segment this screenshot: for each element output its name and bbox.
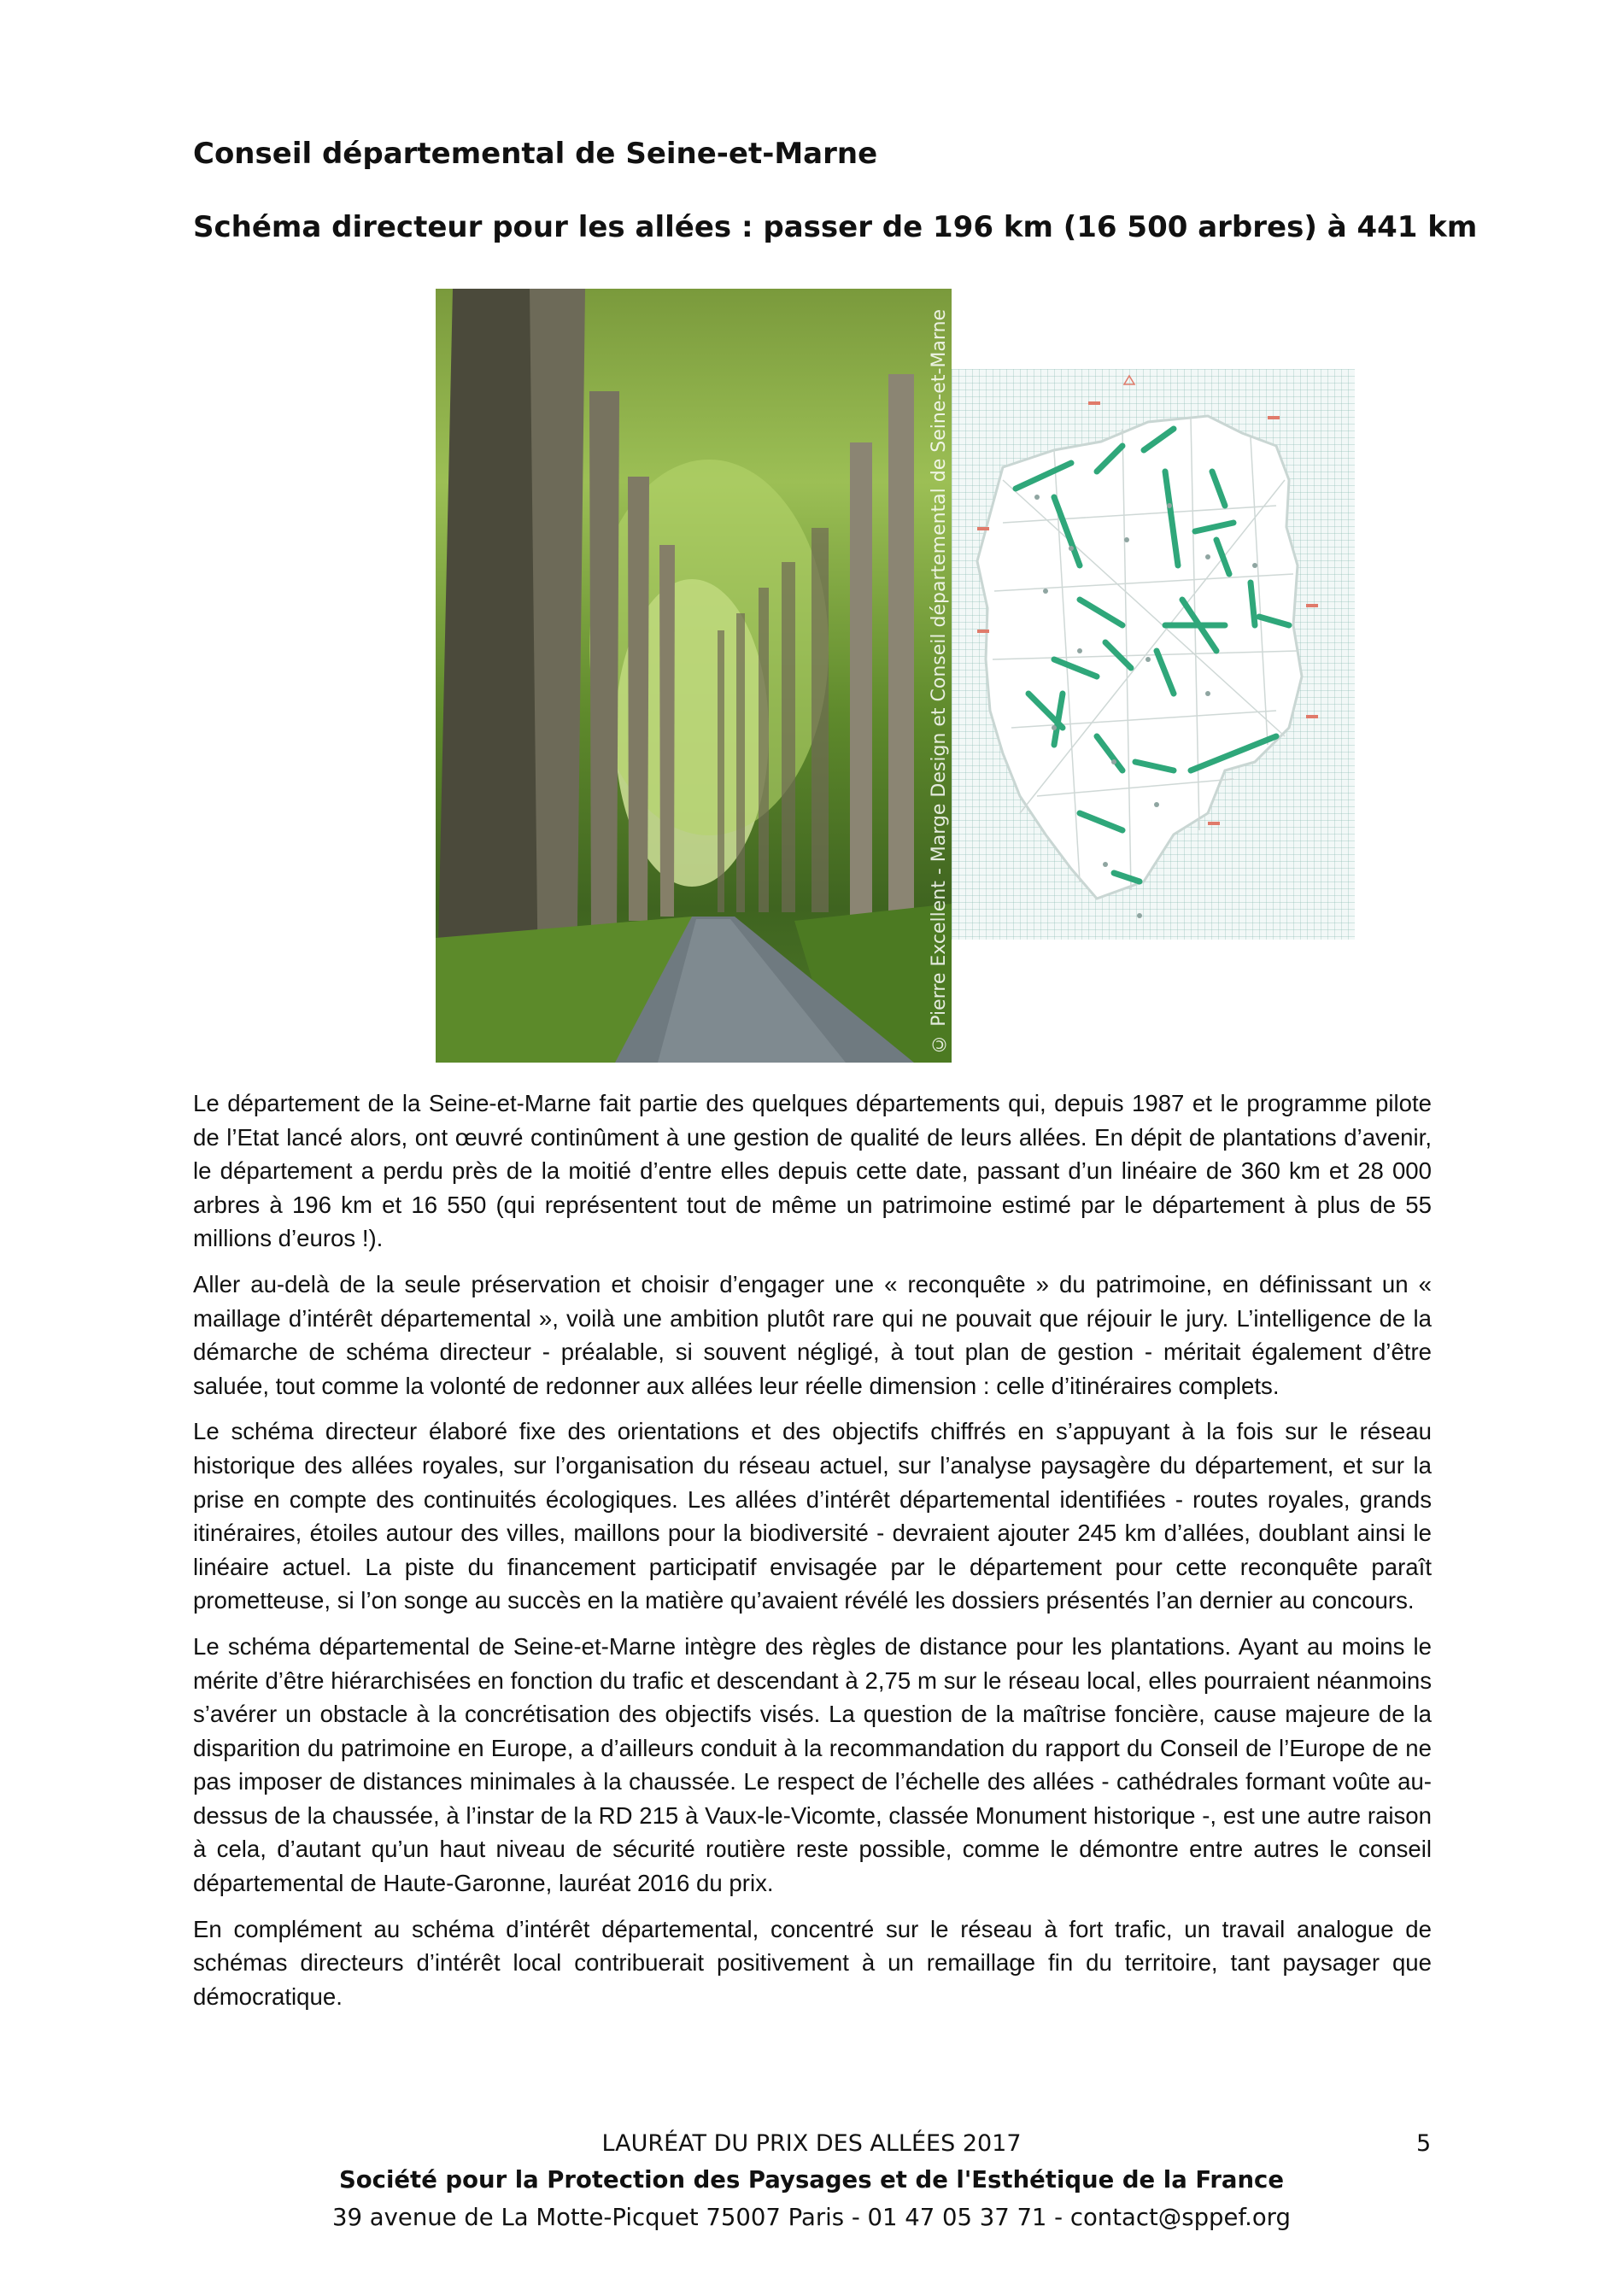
paragraph: En complément au schéma d’intérêt départemental, concentré sur le réseau à fort trafic, un travail analogue de schémas directeurs d’intérêt local contribuerait positivement à un remaillage fin du territoire, tant paysager que démocratique. <box>193 1915 1432 2010</box>
paragraph: Le département de la Seine-et-Marne fait partie des quelques départements qui, depuis 1987 et le programme pilote de l’Etat lancé alors, ont œuvré continûment à une gestion de qualité de leurs allées. En dépit de plantations d’avenir, le département a perdu près de la moitié d’entre elles depuis cette date, passant d’un linéaire de 360 km et 28 000 arbres à 196 km et 16 550 (qui représentent tout de même un patrimoine estimé par le département à plus de 55 millions d’euros !). <box>193 1090 1432 1252</box>
photo-credit: © Pierre Excellent - Marge Design et Conseil départemental de Seine-et-Marne <box>929 309 950 1054</box>
paragraph: Aller au-delà de la seule préservation et choisir d’engager une « reconquête » du patrimoine, en définissant un « maillage d’intérêt départemental », voilà une ambition plutôt rare qui ne pouvait que réjouir le jury. L’intelligence de la démarche de schéma directeur - préalable, si souvent négligé, à tout plan de gestion - méritait également d’être saluée, tout comme la volonté de redonner aux allées leur réelle dimension : celle d’itinéraires complets. <box>193 1270 1432 1399</box>
page-number: 5 <box>1416 2130 1432 2157</box>
paragraph: Le schéma départemental de Seine-et-Marne intègre des règles de distance pour les plantations. Ayant au moins le mérite d’être hiérarchisées en fonction du trafic et descendant à 2,75 m sur le réseau local, elles pourraient néanmoins s’avérer un obstacle à la concrétisation des objectifs visés. La question de la maîtrise foncière, cause majeure de la disparition du patrimoine en Europe, a d’ailleurs conduit à la recommandation du rapport du Conseil de l’Europe de ne pas imposer de distances minimales à la chaussée. Le respect de l’échelle des allées - cathédrales formant voûte au-dessus de la chaussée, à l’instar de la RD 215 à Vaux-le-Vicomte, classée Monument historique -, est une autre raison à cela, d’autant qu’un haut niveau de sécurité routière reste possible, comme le démontre entre autres le conseil départemental de Haute-Garonne, lauréat 2016 du prix. <box>193 1632 1432 1897</box>
tree-lined-road-photo <box>436 289 952 1063</box>
footer-contact: 39 avenue de La Motte-Picquet 75007 Paris - 01 47 05 37 71 - contact@sppef.org <box>332 2204 1291 2231</box>
footer-award: LAURÉAT DU PRIX DES ALLÉES 2017 <box>601 2130 1022 2157</box>
paragraph: Le schéma directeur élaboré fixe des orientations et des objectifs chiffrés en s’appuyant à la fois sur le réseau historique des allées royales, sur l’organisation du réseau actuel, sur l’analyse paysagère du département, et sur la prise en compte des continuités écologiques. Les allées d’intérêt départemental identifiées - routes royales, grands itinéraires, étoiles autour des villes, maillons pour la biodiversité - devraient ajouter 245 km d’allées, doublant ainsi le linéaire actuel. La piste du financement participatif envisagée par le département pour cette reconquête paraît prometteuse, si l’on songe au succès en la matière qu’avaient révélé les dossiers présentés l’an dernier au concours. <box>193 1418 1432 1614</box>
article-body <box>193 1086 1432 2025</box>
page-title: Conseil départemental de Seine-et-Marne <box>193 137 878 171</box>
page-subtitle: Schéma directeur pour les allées : passer de 196 km (16 500 arbres) à 441 km <box>193 210 1478 244</box>
seine-et-marne-allees-map <box>952 369 1355 940</box>
footer-organization: Société pour la Protection des Paysages et de l'Esthétique de la France <box>338 2166 1284 2194</box>
